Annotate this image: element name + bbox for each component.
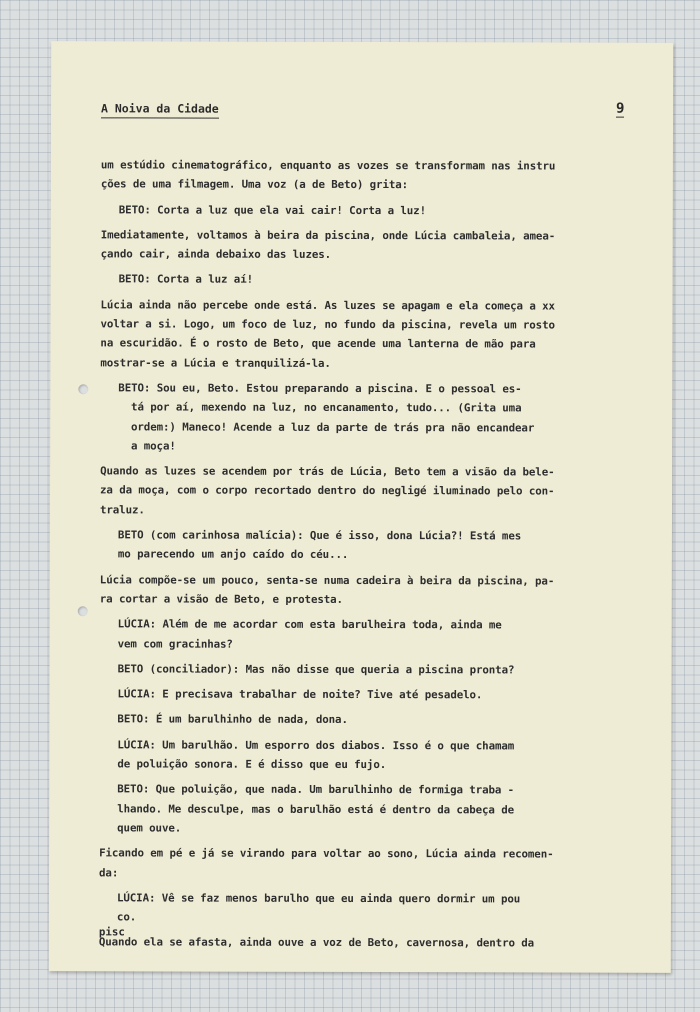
text-line: voltar a si. Logo, um foco de luz, no fundo da piscina, revela um rosto (100, 317, 555, 332)
text-line: da: (99, 865, 119, 879)
dialog-block (101, 270, 631, 291)
text-line: quem ouve. (117, 821, 182, 835)
dialog-block (100, 615, 630, 655)
dialog-block (100, 378, 630, 457)
text-line: Quando as luzes se acendem por trás de Lúcia, Beto tem a visão da bele- (100, 464, 555, 479)
paragraph-block (100, 295, 630, 374)
text-line: traluz. (99, 503, 145, 517)
text-line: LÚCIA: Um barulhão. Um esporro dos diabos. Isso é o que chamam (117, 738, 515, 753)
text-line: na escuridão. É o rosto de Beto, que acende uma lanterna de mão para (100, 336, 536, 351)
text-line: BETO: Que poluição, que nada. Um barulhinho de formiga traba - (117, 782, 515, 797)
text-line: ordem:) Maneco! Acende a luz da parte de trás pra não encandear (118, 419, 535, 435)
text-line: vem com gracinhas? (117, 636, 233, 651)
text-line: BETO: É um barulhinho de nada, dona. (117, 712, 348, 727)
text-line: ra cortar a visão de Beto, e protesta. (99, 592, 343, 606)
text-line: co. (116, 910, 137, 924)
text-line: BETO: Corta a luz que ela vai cair! Corta a luz! (118, 202, 427, 217)
paragraph-block (99, 933, 629, 954)
dialog-block (99, 888, 629, 928)
paragraph-block (100, 461, 630, 520)
text-line: lhando. Me desculpe, mas o barulhão está é dentro da cabeça de (117, 801, 515, 817)
text-line: çando cair, ainda debaixo das luzes. (100, 247, 332, 262)
text-line: Ficando em pé e já se virando para voltar ao sono, Lúcia ainda recomen- (99, 846, 554, 861)
typewritten-page (49, 41, 673, 973)
dialog-block (99, 735, 629, 775)
text-line: Imediatamente, voltamos à beira da piscina, onde Lúcia cambaleia, amea- (100, 228, 556, 243)
text-line: LÚCIA: Vê se faz menos barulho que eu ainda quero dormir um pou (116, 891, 521, 906)
paragraph-block (101, 225, 631, 265)
text-line: BETO: Corta a luz aí! (118, 272, 254, 287)
page-body (99, 155, 631, 959)
text-line: BETO (com carinhosa malícia): Que é isso, dona Lúcia?! Está mes (117, 528, 522, 543)
punch-hole (78, 384, 88, 394)
text-line: ções de uma filmagem. Uma voz (a de Beto) grita: (100, 177, 409, 192)
text-line: LÚCIA: E precisava trabalhar de noite? Tive até pesadelo. (117, 687, 483, 702)
text-line: LÚCIA: Além de me acordar com esta barulheira toda, ainda me (117, 617, 502, 632)
paragraph-block (99, 844, 629, 884)
dialog-block (99, 684, 629, 705)
text-line: BETO (conciliador): Mas não disse que queria a piscina pronta? (117, 662, 515, 677)
text-line: Quando ela se afasta, ainda ouve a voz de Beto, cavernosa, dentro da (98, 935, 535, 950)
punch-hole (78, 606, 88, 616)
paragraph-block (100, 570, 630, 610)
text-line: mostrar-se a Lúcia e tranquilizá-la. (100, 355, 331, 370)
text-line: mo parecendo um anjo caído do céu... (117, 547, 349, 562)
text-line: tá por aí, mexendo na luz, no encanamento, tudo... (Grita uma (118, 400, 522, 415)
text-line: Lúcia ainda não percebe onde está. As luzes se apagam e ela começa a xx (100, 298, 555, 313)
text-line: Lúcia compõe-se um pouco, senta-se numa cadeira à beira da piscina, pa- (99, 572, 555, 588)
page-number: 9 (616, 100, 625, 117)
paragraph-block (101, 155, 631, 195)
dialog-block (99, 780, 629, 839)
text-line: um estúdio cinematográfico, enquanto as vozes se transformam nas instru (100, 158, 556, 173)
page-header-title: A Noiva da Cidade (101, 101, 219, 118)
text-line: a moça! (118, 439, 176, 453)
dialog-block (101, 200, 631, 221)
dialog-block (99, 710, 629, 731)
text-line: za da moça, com o corpo recortado dentro do negligé iluminado pelo con- (100, 483, 555, 498)
dialog-block (100, 659, 630, 680)
text-line: de poluição sonora. E é disso que eu fujo. (117, 757, 387, 772)
text-line: BETO: Sou eu, Beto. Estou preparando a piscina. E o pessoal es- (118, 381, 522, 396)
catchword: pisc (98, 925, 125, 939)
dialog-block (100, 525, 630, 565)
